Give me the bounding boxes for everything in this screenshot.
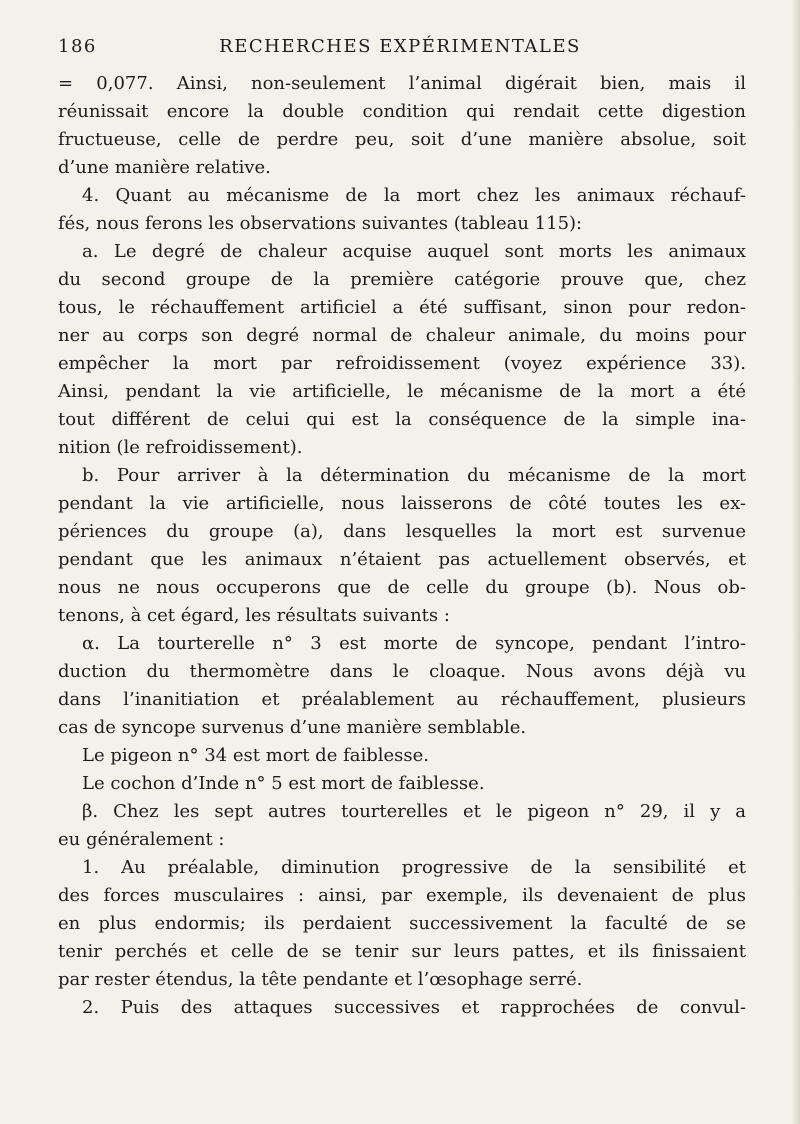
text-line: des forces musculaires : ainsi, par exemple, ils devenaient de plus (58, 885, 746, 906)
text-line: Le cochon d’Inde n° 5 est mort de faiblesse. (82, 773, 485, 794)
text-line: réunissait encore la double condition qui rendait cette digestion (58, 101, 746, 122)
text-line: 4. Quant au mécanisme de la mort chez les animaux réchauf- (82, 185, 746, 206)
text-line: b. Pour arriver à la détermination du mécanisme de la mort (82, 465, 746, 486)
text-line: en plus endormis; ils perdaient successivement la faculté de se (58, 913, 746, 934)
text-line: tous, le réchauffement artificiel a été suffisant, sinon pour redon- (58, 297, 746, 318)
text-line: eu généralement : (58, 829, 225, 850)
text-line: du second groupe de la première catégorie prouve que, chez (58, 269, 746, 290)
text-line: nous ne nous occuperons que de celle du groupe (b). Nous ob- (58, 577, 746, 598)
text-line: nition (le refroidissement). (58, 437, 303, 458)
text-line: Ainsi, pendant la vie artificielle, le mécanisme de la mort a été (58, 381, 746, 402)
text-line: = 0,077. Ainsi, non-seulement l’animal digérait bien, mais il (58, 73, 746, 94)
text-line: fructueuse, celle de perdre peu, soit d’une manière absolue, soit (58, 129, 746, 150)
running-head (58, 36, 742, 62)
text-line: ner au corps son degré normal de chaleur animale, du moins pour (58, 325, 746, 346)
text-line: tenir perchés et celle de se tenir sur leurs pattes, et ils finissaient (58, 941, 746, 962)
text-line: pendant que les animaux n’étaient pas actuellement observés, et (58, 549, 746, 570)
body-text (58, 70, 746, 1022)
text-line: β. Chez les sept autres tourterelles et le pigeon n° 29, il y a (82, 801, 746, 822)
text-line: par rester étendus, la tête pendante et l’œsophage serré. (58, 969, 583, 990)
text-line: fés, nous ferons les observations suivantes (tableau 115): (58, 213, 583, 234)
text-line: périences du groupe (a), dans lesquelles la mort est survenue (58, 521, 746, 542)
text-line: α. La tourterelle n° 3 est morte de syncope, pendant l’intro- (82, 633, 746, 654)
text-line: dans l’inanitiation et préalablement au réchauffement, plusieurs (58, 689, 746, 710)
running-title: RECHERCHES EXPÉRIMENTALES (219, 36, 581, 57)
text-line: tenons, à cet égard, les résultats suivants : (58, 605, 450, 626)
text-line: d’une manière relative. (58, 157, 271, 178)
text-line: cas de syncope survenus d’une manière semblable. (58, 717, 527, 738)
text-line: 1. Au préalable, diminution progressive de la sensibilité et (82, 857, 746, 878)
text-line: 2. Puis des attaques successives et rapprochées de convul- (82, 997, 746, 1018)
text-line: duction du thermomètre dans le cloaque. Nous avons déjà vu (58, 661, 746, 682)
text-line: Le pigeon n° 34 est mort de faiblesse. (82, 745, 430, 766)
text-line: empêcher la mort par refroidissement (voyez expérience 33). (58, 353, 746, 374)
text-line: a. Le degré de chaleur acquise auquel sont morts les animaux (82, 241, 746, 262)
page-edge-shadow (792, 0, 800, 1124)
text-line: tout différent de celui qui est la conséquence de la simple ina- (58, 409, 746, 430)
page-number: 186 (58, 36, 97, 57)
text-line: pendant la vie artificielle, nous laisserons de côté toutes les ex- (58, 493, 746, 514)
